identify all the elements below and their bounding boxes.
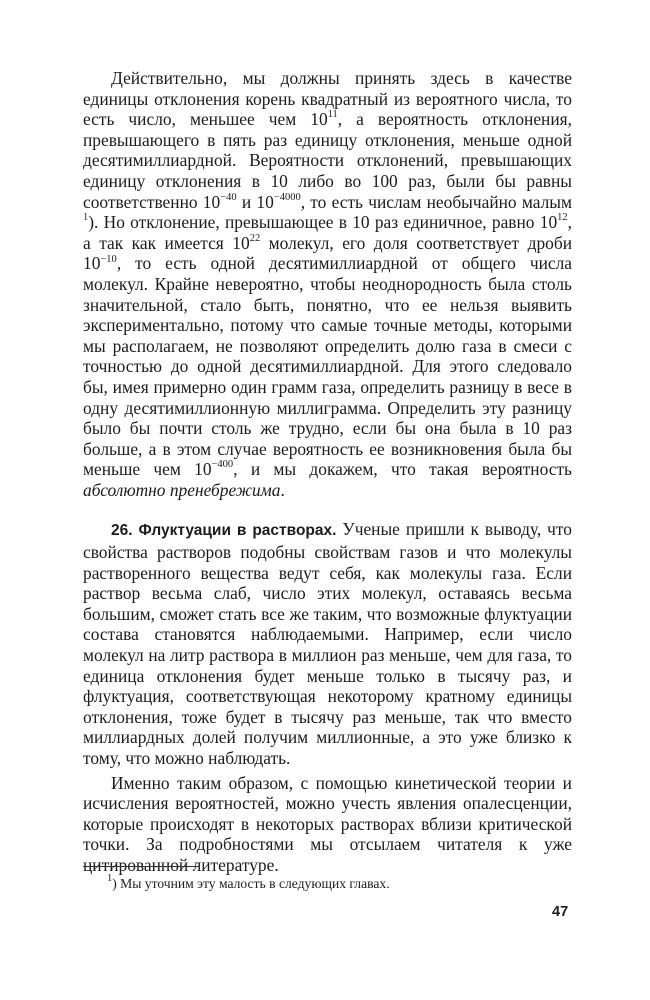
exponent: −10 — [100, 253, 117, 265]
footnote — [107, 873, 390, 892]
text-run: , а вероятность отклонения, превышающего в пять раз единицу отклонения, меньше одной десятимиллиардной. Вероятности отклонений, превышающих единицу отклонения в 10 либо во 100 раз, были бы равны соответственно 10 — [83, 109, 573, 212]
text-run: ). Но отклонение, превышающее в 10 раз единичное, равно 10 — [88, 212, 558, 233]
exponent: 11 — [327, 109, 338, 121]
paragraph-opalescence — [83, 773, 572, 876]
footnote-reference[interactable]: 1 — [83, 212, 89, 224]
text-run: Действительно, мы должны принять здесь в качестве единицы отклонения корень квадратный из вероятного числа, то есть число, меньшее чем 10 — [83, 68, 572, 130]
text-run: . — [280, 479, 285, 500]
emphasis-text: абсолютно пренебрежима — [83, 479, 281, 500]
page-number: 47 — [552, 904, 569, 920]
exponent: 22 — [249, 232, 261, 244]
exponent: −400 — [211, 459, 234, 471]
footnote-text: ) Мы уточним эту малость в следующих главах. — [112, 876, 390, 891]
exponent: 12 — [557, 212, 568, 224]
exponent: −4000 — [273, 191, 301, 203]
section-heading: Флуктуации в растворах. — [138, 522, 337, 540]
text-run: молекул, его доля соответствует дроби 10 — [83, 232, 572, 274]
text-run: , а так как имеется 10 — [83, 212, 572, 253]
footnote-divider — [83, 866, 199, 867]
paragraph-probability-deviation — [83, 68, 572, 500]
text-run: Ученые пришли к выводу, что свойства растворов подобны свойствам газов и что молекулы растворенного вещества ведут себя, как молекулы газа. Если раствор весьма слаб, число этих молекул, оставаясь весьма большим, сможет стать все же таким, что возможные флуктуации состава становятся наблюдаемыми. Например, если число молекул на литр раствора в миллион раз меньше, чем для газа, то единица отклонения будет меньше только в тысячу раз, и флуктуация, соответствующая некоторому кратному единицы отклонения, тоже будет в тысячу раз меньше, так что вместо миллиардных долей получим миллионные, а это уже близко к тому, что можно наблюдать. — [83, 519, 572, 768]
text-run: , то есть одной десятимиллиардной от общего числа молекул. Крайне невероятно, чтобы неоднородность была столь значительной, стало быть, понятно, что ее нельзя выявить экспериментально, потому что самые точные методы, которыми мы располагаем, не позволяют определить долю газа в смеси с точностью до одной десятимиллиардной. Для этого следовало бы, имея примерно один грамм газа, определить разницу в весе в одну десятимиллионную миллиграмма. Определить эту разницу было бы почти столь же трудно, если бы она была в 10 раз больше, а в этом случае вероятность ее возникновения была бы меньше чем 10 — [83, 253, 572, 480]
exponent: −40 — [220, 191, 237, 203]
footnote-mark: 1 — [107, 873, 113, 885]
section-number: 26. — [111, 522, 133, 540]
page-body — [83, 68, 572, 876]
text-run: , то есть числам необычайно малым — [300, 191, 572, 212]
text-run: , и мы докажем, что такая вероятность — [233, 459, 572, 480]
text-run: Именно таким образом, с помощью кинетической теории и исчисления вероятностей, можно учесть явления опалесценции, которые происходят в некоторых растворах вблизи критической точки. За подробностями мы отсылаем читателя к уже цитированной литературе. — [83, 772, 572, 875]
text-run: и 10 — [236, 191, 274, 212]
paragraph-section-26 — [83, 519, 572, 768]
